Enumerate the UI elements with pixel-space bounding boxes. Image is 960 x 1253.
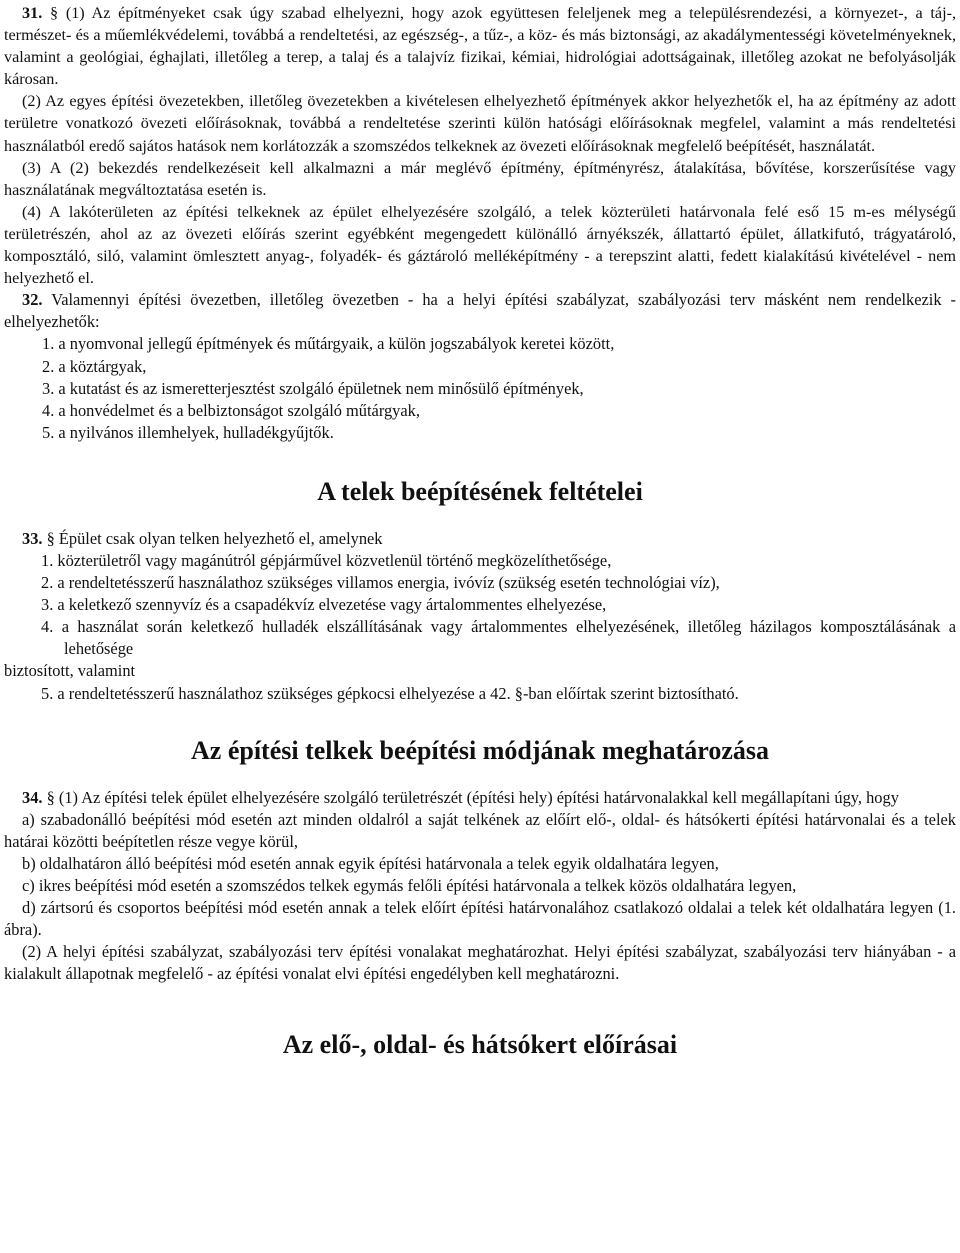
list-item: 1. a nyomvonal jellegű építmények és műtárgyaik, a külön jogszabályok keretei között,	[42, 334, 615, 354]
list-item: 3. a kutatást és az ismeretterjesztést szolgáló épületnek nem minősülő építmények,	[42, 378, 584, 398]
section-number: 34.	[22, 787, 43, 807]
list-item: 4. a használat során keletkező hulladék elszállításának vagy ártalommentes elhelyezésének, illetőleg házilagos komposztálásának a lehetősége	[41, 617, 956, 659]
section-34-paragraph-1	[4, 787, 956, 809]
section-number: 32.	[22, 290, 43, 310]
paragraph-text: § Épület csak olyan telken helyezhető el, amelynek	[46, 528, 383, 548]
section-34-point-d: d) zártsorú és csoportos beépítési mód esetén annak a telek előírt építési határvonalához csatlakozó oldalai a telek két oldalhatára legyen (1. ábra).	[4, 898, 956, 940]
section-31	[4, 2, 956, 289]
section-31-paragraph-4: (4) A lakóterületen az építési telkeknek az épület elhelyezésére szolgáló, a telek közterületi határvonala felé eső 15 m-es mélységű területrészén, ahol az az övezeti előírás szerint egyébként megengedett különálló árnyékszék, állattartó épület, állatkifutó, trágyatároló, komposztáló, siló, valamint ömlesztett anyag-, folyadék- és gáztároló melléképítmény - a terepszint alatti, fedett kialakítású kivételével - nem helyezhető el.	[4, 202, 956, 288]
section-number: 31.	[22, 4, 43, 22]
paragraph-text: § (1) Az építési telek épület elhelyezésére szolgáló területrészét (építési hely) építési határvonalakkal kell megállapítani úgy, hogy	[46, 787, 899, 807]
heading-telek-beepitesenek-feltetelei: A telek beépítésének feltételei	[317, 476, 643, 506]
section-33	[4, 528, 956, 705]
list-item: 2. a rendeltetésszerű használathoz szükséges villamos energia, ivóvíz (szükség esetén technológiai víz),	[41, 573, 720, 593]
list-item: 5. a nyilvános illemhelyek, hulladékgyűjtők.	[42, 422, 334, 442]
section-31-paragraph-3: (3) A (2) bekezdés rendelkezéseit kell alkalmazni a már meglévő építmény, építményrész, átalakítása, bővítése, korszerűsítése vagy használatának megváltoztatása esetén is.	[4, 158, 956, 199]
list-item: 5. a rendeltetésszerű használathoz szükséges gépkocsi elhelyezése a 42. §-ban előírtak szerint biztosítható.	[41, 683, 739, 703]
paragraph-text: Valamennyi építési övezetben, illetőleg övezetben - ha a helyi építési szabályzat, szabályozási terv másként nem rendelkezik - elhelyezhetők:	[4, 290, 956, 332]
section-33-middle-text: biztosított, valamint	[4, 661, 136, 681]
section-31-paragraph-2: (2) Az egyes építési övezetekben, illetőleg övezetekben a kivételesen elhelyezhető építmények akkor helyezhetők el, ha az építmény az adott területre vonatkozó övezeti előírásoknak, továbbá a rendeltetése szerinti külön hatósági előírásoknak megfelel, valamint a más rendeltetési használatból eredő sajátos hatások nem korlátozzák a szomszédos telkeknek az övezeti előírásoknak megfelelő beépítését, használatát.	[4, 92, 956, 155]
heading-elo-oldal-hatsokert: Az elő-, oldal- és hátsókert előírásai	[282, 1030, 678, 1060]
heading-beepitesi-mod-meghatarozasa: Az építési telkek beépítési módjának meghatározása	[191, 735, 769, 765]
list-item: 3. a keletkező szennyvíz és a csapadékvíz elvezetése vagy ártalommentes elhelyezése,	[41, 595, 607, 615]
document-page	[4, 2, 956, 1061]
section-number: 33.	[22, 528, 43, 548]
section-33-intro	[4, 528, 956, 550]
section-32	[4, 289, 956, 444]
section-34-point-b: b) oldalhatáron álló beépítési mód esetén annak egyik építési határvonala a telek egyik oldalhatára legyen,	[22, 853, 719, 873]
section-31-paragraph-1	[4, 2, 956, 90]
section-34-point-c: c) ikres beépítési mód esetén a szomszédos telkek egymás felőli építési határvonala a telkek közös oldalhatára legyen,	[22, 876, 797, 895]
section-32-intro	[4, 289, 956, 333]
list-item: 2. a köztárgyak,	[42, 356, 147, 376]
paragraph-text: § (1) Az építményeket csak úgy szabad elhelyezni, hogy azok együttesen feleljenek meg a településrendezési, a környezet-, a táj-, természet- és a műemlékvédelemi, továbbá a rendeltetési, az egészség-, a tűz-, a köz- és más biztonsági, az akadálymentességi követelményeknek, valamint a geológiai, éghajlati, illetőleg a terep, a talaj és a talajvíz fizikai, kémiai, hidrológiai adottságainak, illetőleg azokat ne befolyásolják károsan.	[4, 4, 957, 89]
section-34-point-a: a) szabadonálló beépítési mód esetén azt minden oldalról a saját telkének az előírt elő-, oldal- és hátsókerti építési határvonalai és a telek határai közötti beépítetlen része vegye körül,	[4, 809, 956, 851]
list-item: 1. közterületről vagy magánútról gépjárművel közvetlenül történő megközelíthetősége,	[41, 550, 612, 570]
section-34-paragraph-2: (2) A helyi építési szabályzat, szabályozási terv építési vonalakat meghatározhat. Helyi építési szabályzat, szabályozási terv hiányában - a kialakult állapotnak megfelelő - az építési vonalat elvi építési engedélyben kell meghatározni.	[4, 942, 956, 984]
section-34	[4, 787, 956, 986]
list-item: 4. a honvédelmet és a belbiztonságot szolgáló műtárgyak,	[42, 400, 420, 420]
